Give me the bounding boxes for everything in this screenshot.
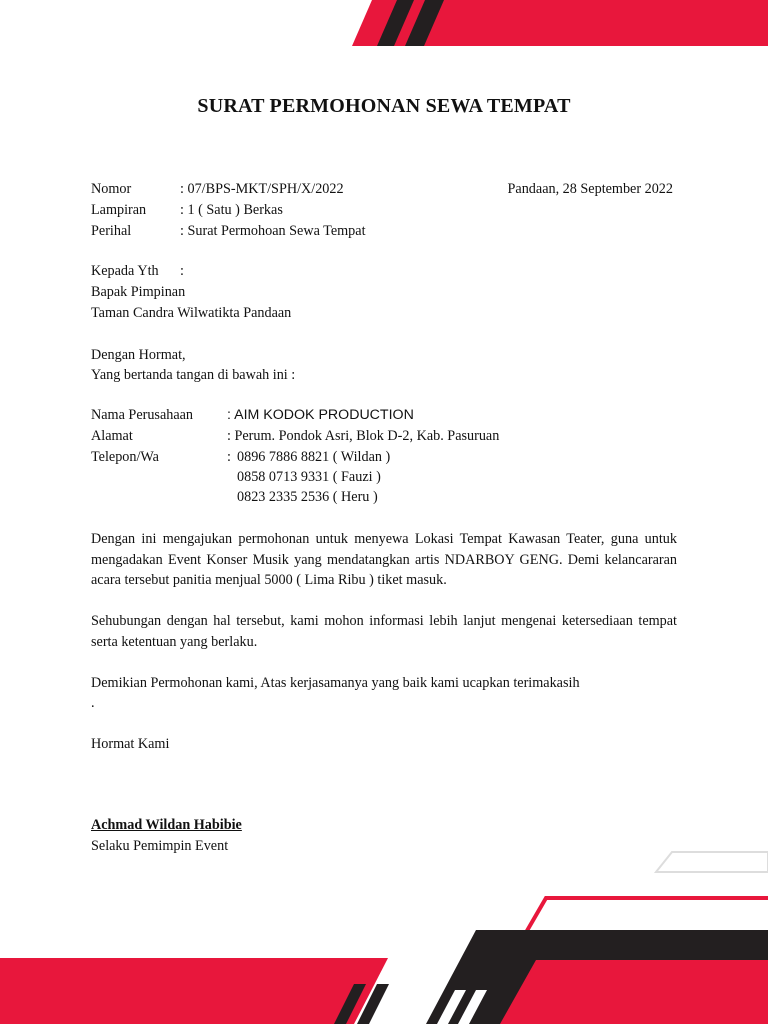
stray-dot: . [91, 695, 95, 711]
recipient-label: Kepada Yth [91, 263, 159, 279]
meta-nomor-value: : 07/BPS-MKT/SPH/X/2022 [180, 181, 344, 197]
company-phone-colon: : [227, 449, 231, 465]
recipient-line-1: Bapak Pimpinan [91, 284, 186, 300]
company-name-value: : AIM KODOK PRODUCTION [227, 407, 414, 423]
recipient-heading [91, 261, 184, 281]
meta-lampiran [91, 200, 283, 220]
place-date: Pandaan, 28 September 2022 [507, 181, 673, 197]
recipient-line-2: Taman Candra Wilwatikta Pandaan [91, 305, 292, 321]
company-address-label: Alamat [91, 428, 133, 444]
body-paragraph-2: Sehubungan dengan hal tersebut, kami mohon informasi lebih lanjut mengenai ketersediaan tempat serta ketentuan yang berlaku. [91, 613, 677, 650]
company-name [91, 405, 414, 425]
body-paragraph-3: Demikian Permohonan kami, Atas kerjasamanya yang baik kami ucapkan terimakasih [91, 675, 580, 691]
greeting: Dengan Hormat, [91, 347, 186, 363]
meta-lampiran-value: : 1 ( Satu ) Berkas [180, 202, 283, 218]
company-address-value: : Perum. Pondok Asri, Blok D-2, Kab. Pasuruan [227, 428, 500, 444]
company-phone-1: 0896 7886 8821 ( Wildan ) [237, 449, 391, 465]
intro: Yang bertanda tangan di bawah ini : [91, 367, 296, 383]
signer-name: Achmad Wildan Habibie [91, 817, 242, 833]
meta-nomor-label: Nomor [91, 181, 132, 197]
company-phone-3: 0823 2335 2536 ( Heru ) [237, 489, 378, 505]
signer-role: Selaku Pemimpin Event [91, 838, 229, 854]
body-paragraph-1: Dengan ini mengajukan permohonan untuk menyewa Lokasi Tempat Kawasan Teater, guna untuk mengadakan Event Konser Musik yang mendatangkan artis NDARBOY GENG. Demi kelancararan acara tersebut panitia menjual 5000 ( Lima Ribu ) tiket masuk. [91, 531, 677, 588]
company-address [91, 426, 499, 446]
meta-nomor [91, 179, 344, 199]
company-name-label: Nama Perusahaan [91, 407, 194, 423]
recipient-colon: : [180, 263, 184, 279]
company-phone-label: Telepon/Wa [91, 449, 159, 465]
meta-perihal-value: : Surat Permohoan Sewa Tempat [180, 223, 366, 239]
meta-perihal [91, 221, 366, 241]
meta-perihal-label: Perihal [91, 223, 132, 239]
meta-lampiran-label: Lampiran [91, 202, 147, 218]
company-phone [91, 447, 390, 467]
letter-title: SURAT PERMOHONAN SEWA TEMPAT [197, 95, 571, 117]
closing: Hormat Kami [91, 736, 170, 752]
company-phone-2: 0858 0713 9331 ( Fauzi ) [237, 469, 381, 485]
